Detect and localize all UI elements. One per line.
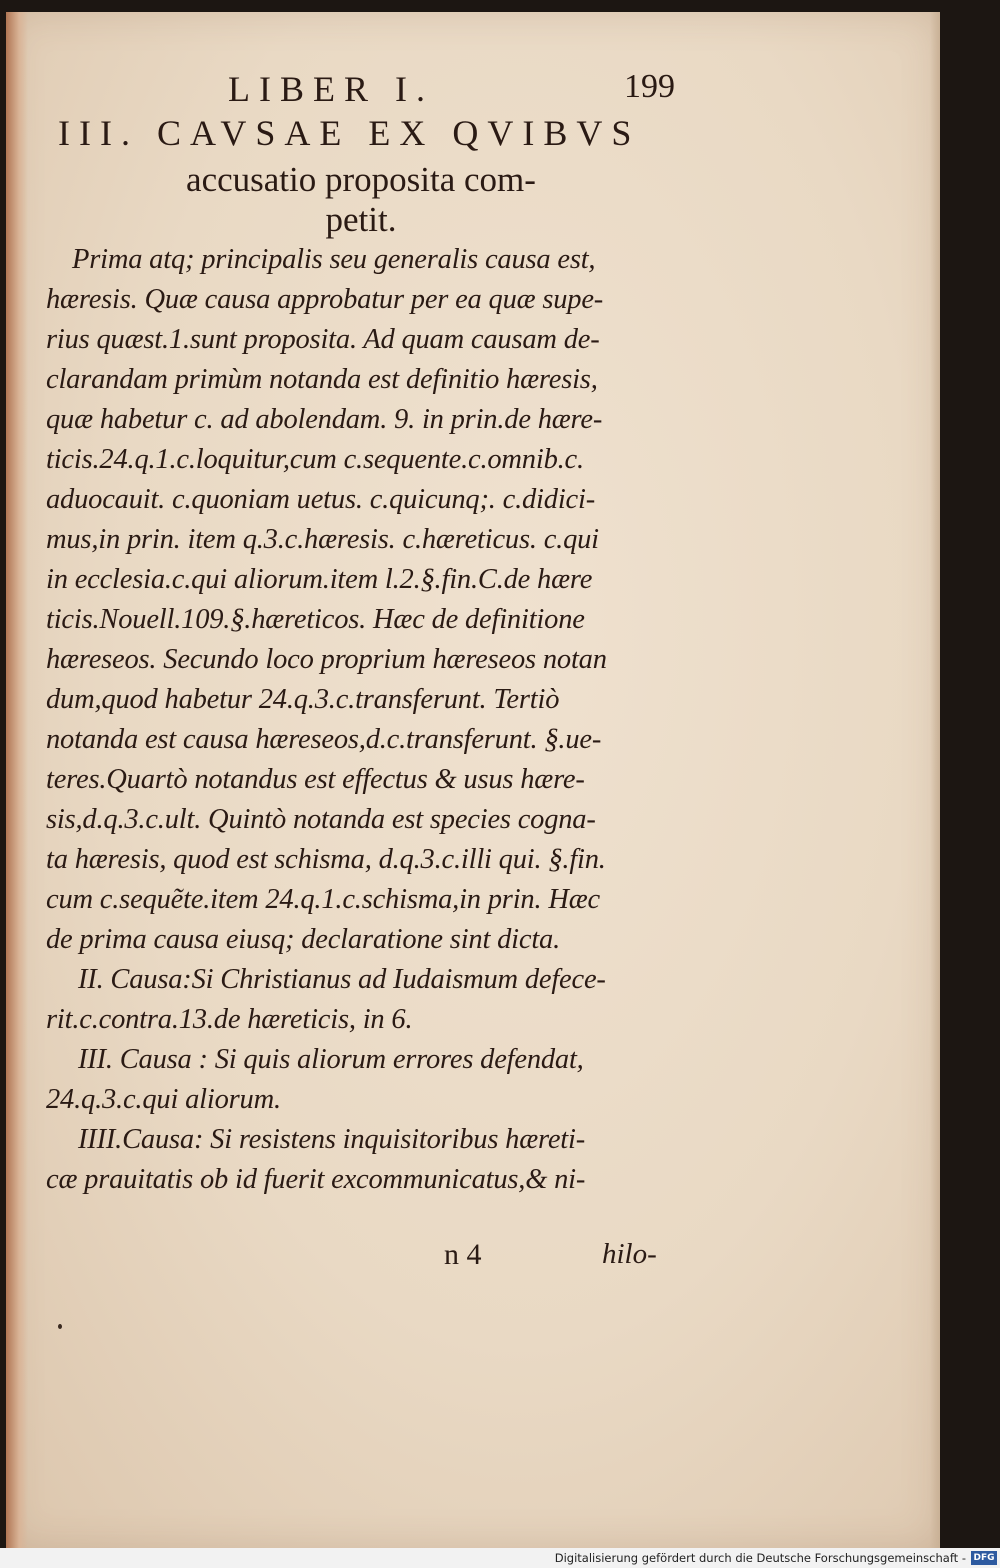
body-line: hæreseos. Secundo loco proprium hæreseos notan [46,644,607,675]
dfg-logo-icon: DFG [971,1551,997,1565]
signature-mark: n 4 [444,1238,482,1271]
body-line: clarandam primùm notanda est definitio hæresis, [46,364,598,395]
body-line: ta hæresis, quod est schisma, d.q.3.c.illi qui. §.fin. [46,844,606,875]
body-line: cæ prauitatis ob id fuerit excommunicatus,& ni- [46,1164,586,1195]
body-line: in ecclesia.c.qui aliorum.item l.2.§.fin.C.de hære [46,564,593,595]
running-title: LIBER I. [228,69,434,109]
body-line: cum c.sequẽte.item 24.q.1.c.schisma,in prin. Hæc [46,884,600,915]
body-line: hæresis. Quæ causa approbatur per ea quæ supe- [46,284,604,315]
body-line: teres.Quartò notandus est effectus & usus hære- [46,764,585,795]
catchword: hilo- [602,1238,657,1270]
body-line: IIII.Causa: Si resistens inquisitoribus hæreti- [78,1124,586,1155]
body-line: de prima causa eiusq; declaratione sint dicta. [46,924,561,955]
folio-number: 199 [624,68,675,105]
body-line: sis,d.q.3.c.ult. Quintò notanda est species cogna- [46,804,596,835]
body-line: dum,quod habetur 24.q.3.c.transferunt. Tertiò [46,684,560,715]
body-line: aduocauit. c.quoniam uetus. c.quicunq;. c.didici- [46,484,595,515]
book-page [6,12,940,1548]
body-line: III. Causa : Si quis aliorum errores defendat, [78,1044,584,1075]
body-line: mus,in prin. item q.3.c.hæresis. c.hæreticus. c.qui [46,524,599,555]
digitization-footer [0,1548,1000,1568]
body-line: Prima atq; principalis seu generalis causa est, [72,244,596,275]
section-heading: III. CAVSAE EX QVIBVS [58,113,641,153]
body-line: ticis.24.q.1.c.loquitur,cum c.sequente.c.omnib.c. [46,444,584,475]
subheading-line: petit. [325,200,397,239]
footer-credit: Digitalisierung gefördert durch die Deutsche Forschungsgemeinschaft - [554,1551,966,1565]
subheading-line: accusatio proposita com- [186,160,536,199]
body-line: notanda est causa hæreseos,d.c.transferunt. §.ue- [46,724,602,755]
body-line: ticis.Nouell.109.§.hæreticos. Hæc de definitione [46,604,585,635]
body-line: rit.c.contra.13.de hæreticis, in 6. [46,1004,413,1035]
body-line: quæ habetur c. ad abolendam. 9. in prin.de hære- [46,404,603,435]
ink-speck [58,1324,62,1329]
body-line: II. Causa:Si Christianus ad Iudaismum defece- [78,964,606,995]
body-line: rius quæst.1.sunt proposita. Ad quam causam de- [46,324,600,355]
body-line: 24.q.3.c.qui aliorum. [46,1084,281,1115]
